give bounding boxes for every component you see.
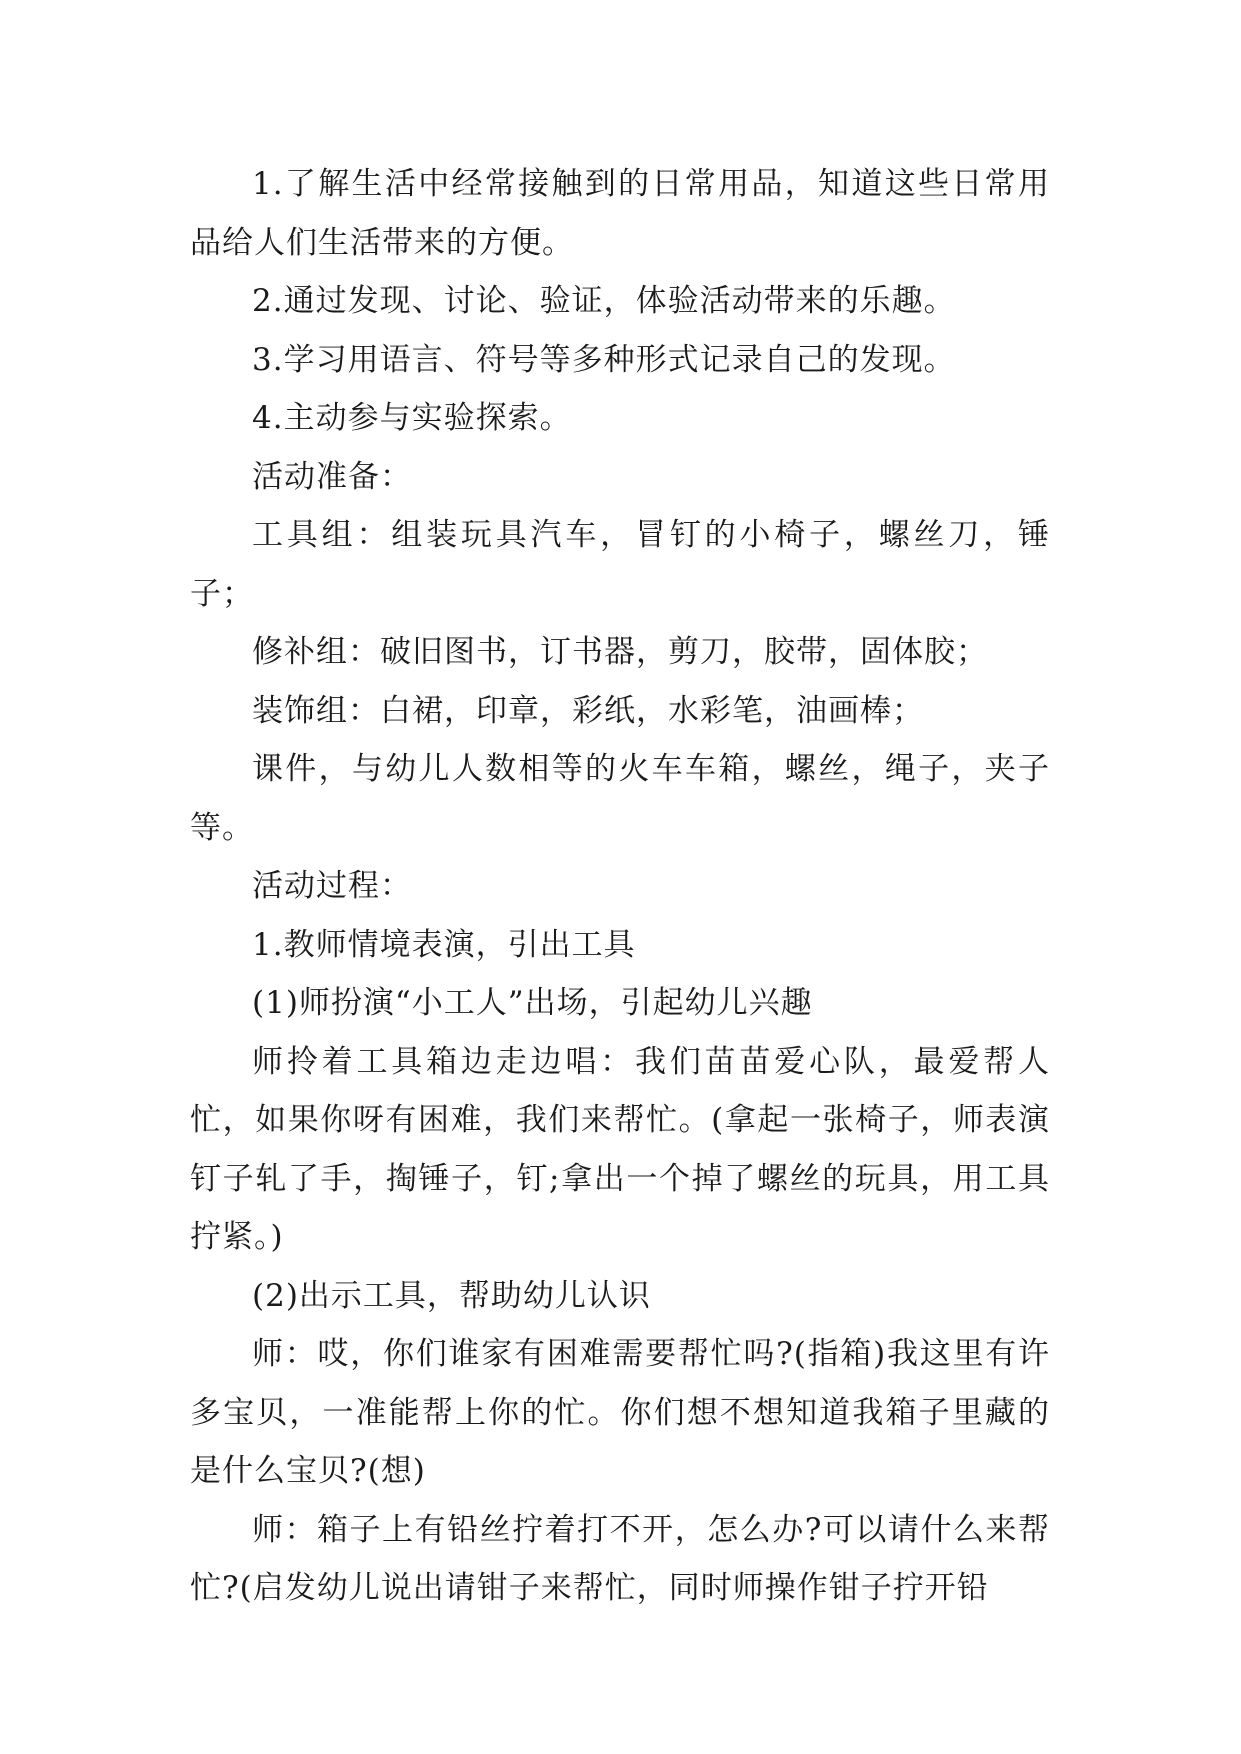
section-heading-process: 活动过程： <box>252 868 412 904</box>
paragraph: 课件，与幼儿人数相等的火车车箱，螺丝，绳子，夹子等。 <box>190 751 1050 846</box>
paragraph: 师拎着工具箱边走边唱：我们苗苗爱心队，最爱帮人忙，如果你呀有困难，我们来帮忙。(拿起一张椅子，师表演钉子轧了手，掏锤子，钉;拿出一个掉了螺丝的玩具，用工具拧紧。) <box>190 1043 1050 1255</box>
paragraph: 工具组：组装玩具汽车，冒钉的小椅子，螺丝刀，锤子； <box>190 517 1050 612</box>
paragraph: 4.主动参与实验探索。 <box>252 400 572 436</box>
paragraph: 1.教师情境表演，引出工具 <box>252 926 636 963</box>
section-heading-preparation: 活动准备： <box>252 458 412 495</box>
paragraph: 装饰组：白裙，印章，彩纸，水彩笔，油画棒； <box>252 692 924 729</box>
document-body <box>190 155 1050 1618</box>
paragraph: 3.学习用语言、符号等多种形式记录自己的发现。 <box>252 341 956 378</box>
paragraph: (2)出示工具，帮助幼儿认识 <box>252 1277 651 1314</box>
paragraph: (1)师扮演“小工人”出场，引起幼儿兴趣 <box>252 985 813 1021</box>
paragraph: 修补组：破旧图书，订书器，剪刀，胶带，固体胶； <box>252 634 988 670</box>
paragraph: 1.了解生活中经常接触到的日常用品，知道这些日常用品给人们生活带来的方便。 <box>190 166 1050 261</box>
paragraph: 师：哎，你们谁家有困难需要帮忙吗?(指箱)我这里有许多宝贝，一准能帮上你的忙。你们想不想知道我箱子里藏的是什么宝贝?(想) <box>190 1336 1050 1489</box>
paragraph: 师：箱子上有铅丝拧着打不开，怎么办?可以请什么来帮忙?(启发幼儿说出请钳子来帮忙，同时师操作钳子拧开铅 <box>190 1511 1050 1606</box>
paragraph: 2.通过发现、讨论、验证，体验活动带来的乐趣。 <box>252 283 956 319</box>
